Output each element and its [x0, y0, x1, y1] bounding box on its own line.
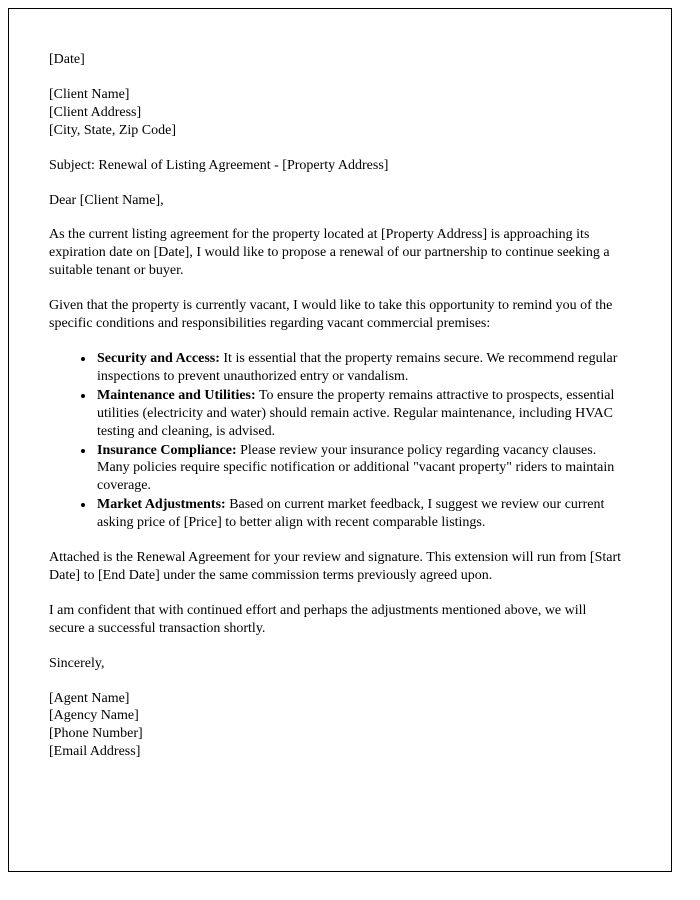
signature-agency-name: [Agency Name]	[49, 708, 139, 724]
paragraph-vacant-notice: Given that the property is currently vacant, I would like to take this opportunity to remind you of the specific conditions and responsibilities regarding vacant commercial premises:	[49, 298, 613, 332]
paragraph-confidence: I am confident that with continued effort and perhaps the adjustments mentioned above, we will secure a successful transaction shortly.	[49, 602, 587, 636]
bullet-market-label: Market Adjustments:	[97, 497, 226, 513]
letter-date: [Date]	[49, 52, 85, 67]
signature-phone: [Phone Number]	[49, 726, 143, 742]
recipient-address: [Client Address]	[49, 104, 142, 120]
salutation: Dear [Client Name],	[49, 192, 164, 208]
recipient-block	[49, 86, 625, 140]
letter-page	[8, 8, 672, 872]
signature-block	[49, 690, 625, 762]
bullet-security-label: Security and Access:	[97, 350, 220, 366]
conditions-list	[49, 350, 625, 532]
paragraph-attachment: Attached is the Renewal Agreement for your review and signature. This extension will run from [Start Date] to [End Date] under the same commission terms previously agreed upon.	[49, 550, 622, 583]
bullet-insurance-label: Insurance Compliance:	[97, 442, 237, 458]
signature-email: [Email Address]	[49, 744, 141, 760]
bullet-maintenance-text: To ensure the property remains attractive to prospects, essential utilities (electricity and water) should remain active. Regular maintenance, including HVAC testing and cleaning, is advised.	[97, 387, 615, 439]
bullet-market-text: Based on current market feedback, I suggest we review our current asking price of [Price] to better align with recent comparable listings.	[97, 497, 605, 531]
bullet-security-text: It is essential that the property remains secure. We recommend regular inspections to prevent unauthorized entry or vandalism.	[97, 350, 618, 384]
bullet-maintenance-label: Maintenance and Utilities:	[97, 387, 256, 403]
bullet-maintenance	[95, 387, 625, 441]
bullet-insurance	[95, 442, 625, 496]
signature-agent-name: [Agent Name]	[49, 690, 130, 706]
recipient-city-state-zip: [City, State, Zip Code]	[49, 122, 177, 138]
bullet-insurance-text: Please review your insurance policy regarding vacancy clauses. Many policies require specific notification or additional "vacant property" riders to maintain coverage.	[97, 442, 615, 494]
subject-line: Subject: Renewal of Listing Agreement - [Property Address]	[49, 157, 389, 173]
closing: Sincerely,	[49, 655, 105, 671]
paragraph-intro: As the current listing agreement for the property located at [Property Address] is approaching its expiration date on [Date], I would like to propose a renewal of our partnership to continue seeking a suitable tenant or buyer.	[49, 227, 610, 279]
recipient-name: [Client Name]	[49, 86, 130, 102]
bullet-security	[95, 350, 625, 386]
bullet-market	[95, 496, 625, 532]
